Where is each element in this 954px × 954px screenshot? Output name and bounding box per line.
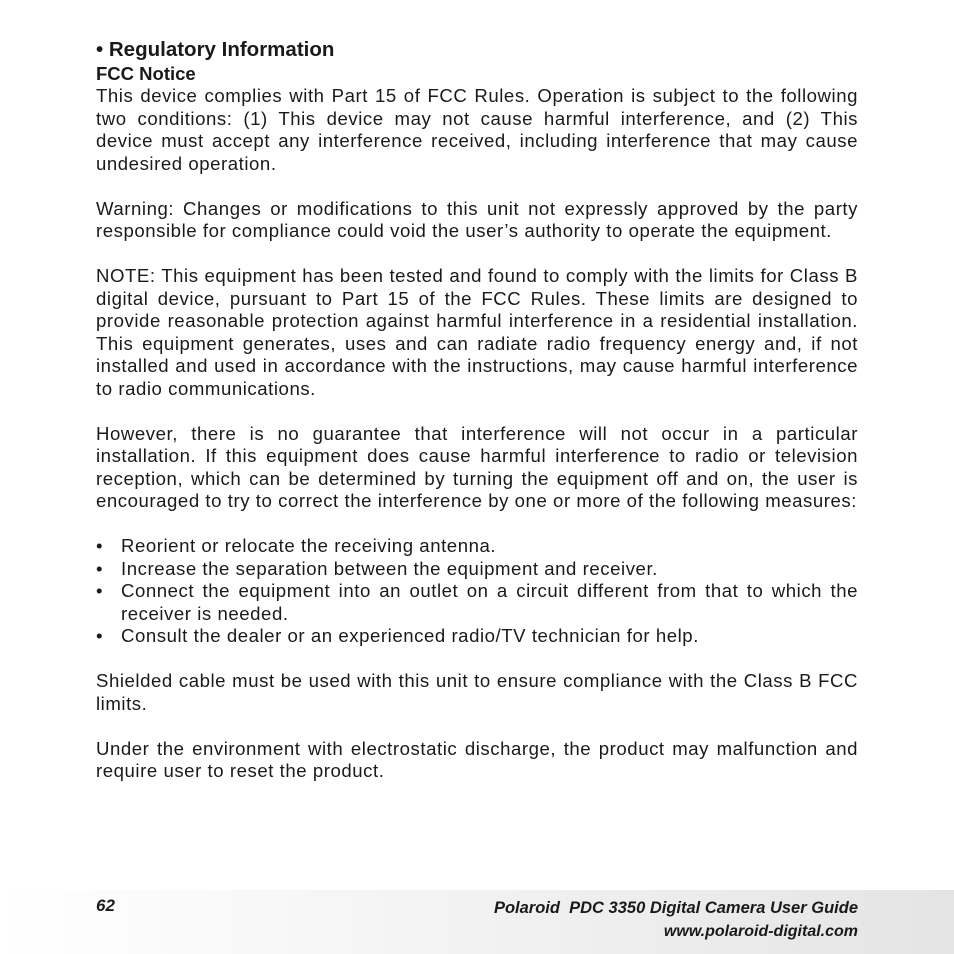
esd-paragraph: Under the environment with electrostatic discharge, the product may malfunction and require user to reset the product. (96, 737, 858, 781)
page-content (96, 37, 858, 805)
bullet-icon: • (96, 625, 104, 646)
list-item (96, 580, 858, 625)
guarantee-paragraph: However, there is no guarantee that interference will not occur in a particular installation. If this equipment does cause harmful interference to radio or television reception, which can be determined by turning the equipment off and on, the user is encouraged to try to correct the interference by one or more of the following measures: (96, 422, 858, 511)
section-heading: • Regulatory Information (96, 38, 335, 61)
shielded-cable-paragraph: Shielded cable must be used with this unit to ensure compliance with the Class B FCC limits. (96, 670, 858, 714)
warning-paragraph: Warning: Changes or modifications to this unit not expressly approved by the party responsible for compliance could void the user’s authority to operate the equipment. (96, 197, 858, 241)
bullet-icon: • (96, 557, 104, 579)
list-item (96, 535, 858, 558)
list-item (96, 558, 858, 581)
guide-title: Polaroid PDC 3350 Digital Camera User Guide (493, 899, 858, 917)
measures-list (96, 535, 858, 648)
website-url: www.polaroid-digital.com (663, 923, 858, 940)
note-paragraph: NOTE: This equipment has been tested and found to comply with the limits for Class B digital device, pursuant to Part 15 of the FCC Rules. These limits are designed to provide reasonable protection against harmful interference in a residential installation. This equipment generates, uses and can radiate radio frequency energy and, if not installed and used in accordance with the instructions, may cause harmful interference to radio communications. (96, 265, 858, 399)
page-number: 62 (96, 896, 115, 915)
compliance-paragraph: This device complies with Part 15 of FCC Rules. Operation is subject to the following two conditions: (1) This device may not cause harmful interference, and (2) This device must accept any interference received, including interference that may cause undesired operation. (96, 85, 858, 174)
list-item (96, 625, 858, 648)
bullet-icon: • (96, 535, 104, 556)
measure-text: Increase the separation between the equipment and receiver. (121, 557, 658, 579)
measure-text: Consult the dealer or an experienced radio/TV technician for help. (121, 625, 699, 646)
fcc-notice-heading: FCC Notice (96, 63, 196, 84)
measure-text: Reorient or relocate the receiving antenna. (121, 535, 497, 556)
bullet-icon: • (96, 580, 104, 601)
measure-text: Connect the equipment into an outlet on a circuit different from that to which the receiver is needed. (121, 580, 858, 624)
